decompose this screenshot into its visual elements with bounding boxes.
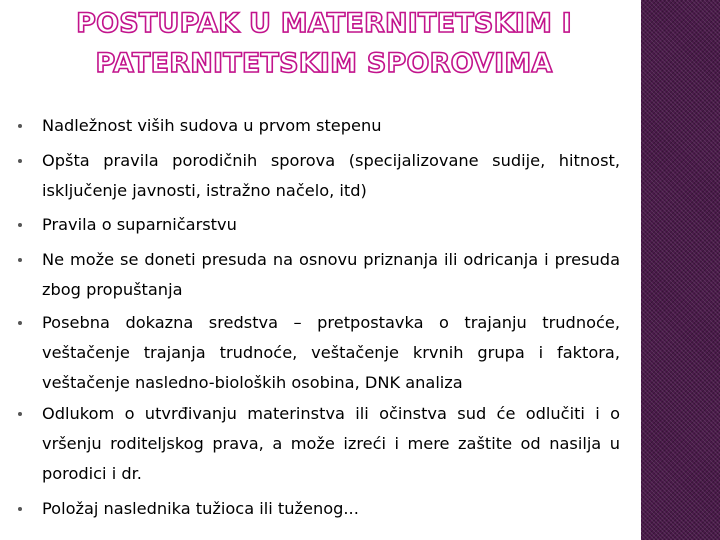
bullet-text: Pravila o suparničarstvu <box>42 215 237 234</box>
bullet-text: Posebna dokazna sredstva – pretpostavka o trajanju trudnoće, veštačenje trajanja trudnoće, veštačenje krvnih grupa i faktora, veštačenje nasledno-bioloških osobina, DNK analiza <box>42 313 620 392</box>
bullet-item <box>42 308 620 398</box>
bullet-text: Odlukom o utvrđivanju materinstva ili očinstva sud će odlučiti i o vršenju roditeljskog prava, a može izreći i mere zaštite od nasilja u porodici i dr. <box>42 404 620 483</box>
bullet-marker-icon <box>18 124 22 128</box>
bullet-marker-icon <box>18 507 22 511</box>
decorative-sidebar <box>641 0 720 540</box>
bullet-text: Položaj naslednika tužioca ili tuženog... <box>42 499 359 518</box>
bullet-text: Opšta pravila porodičnih sporova (specijalizovane sudije, hitnost, isključenje javnosti, istražno načelo, itd) <box>42 151 620 200</box>
bullet-text: Ne može se doneti presuda na osnovu priznanja ili odricanja i presuda zbog propuštanja <box>42 250 620 299</box>
bullet-item <box>42 245 620 305</box>
bullet-marker-icon <box>18 258 22 262</box>
bullet-marker-icon <box>18 223 22 227</box>
bullet-text: Nadležnost viših sudova u prvom stepenu <box>42 116 382 135</box>
bullet-item <box>42 111 620 141</box>
slide-title: POSTUPAK U MATERNITETSKIM I PATERNITETSKIM SPOROVIMA <box>76 8 572 79</box>
bullet-item <box>42 146 620 206</box>
bullet-marker-icon <box>18 321 22 325</box>
bullet-item <box>42 210 620 240</box>
bullet-item <box>42 494 620 524</box>
bullet-item <box>42 399 620 489</box>
bullet-marker-icon <box>18 159 22 163</box>
bullet-marker-icon <box>18 412 22 416</box>
